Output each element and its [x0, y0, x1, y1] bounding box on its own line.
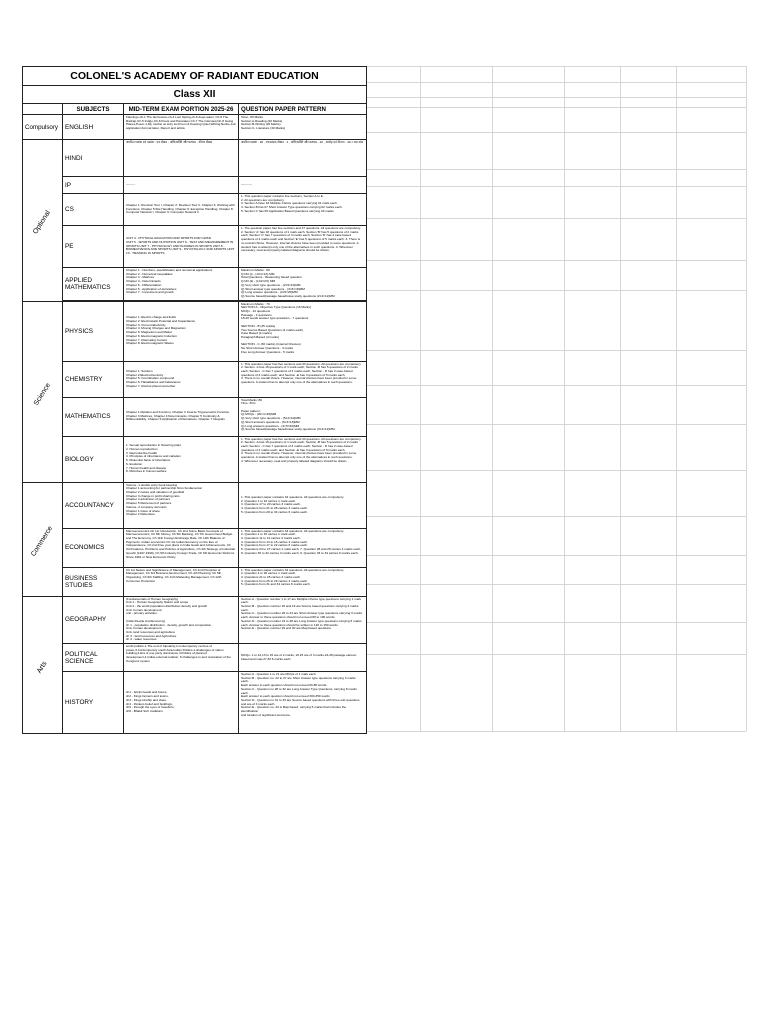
subject-applied-maths: APPLIED MATHEMATICS [63, 268, 124, 301]
pattern-chemistry: 1. This question paper has five sections and 33 questions. All questions are compulsory. 2. Section -A has 16 questions of 1 mark each; Section -B has 5 questions of 2 marks each; Section - C has 7 questions of 3 marks each; Section - D has 2 case-based questions of 4 marks each; and Section -E has 3 questions of 5 marks each. 3. There is no overall choice. However, internal choices have been provided in some questions. A student has to attempt only one of the alternatives in such questions. [239, 361, 367, 397]
pattern-mathematics: Total Marks: 80 Time: 3hrs Paper pattern: Q) MCQs - (20×1=20)MM Q) Very short type questions - (5×2=10)MM Q) Short answers questions - (6×3=18)MM Q) Long answers questions - (4×5=20)MM Q) Source based/passage based/case study questions (3×4=12)MM [239, 397, 367, 436]
class-title: Class XII [23, 86, 367, 104]
subject-pe: PE [63, 226, 124, 268]
subject-hindi: HINDI [63, 140, 124, 177]
table-row [23, 436, 367, 482]
portion-cs: Chapter 1: Revision Tour I, Chapter 2: Revision Tour II, Chapter 3: Working with Functions, Chapter 5:File Handling, Chapter 6: Exception Handling, Chapter 8: Computer Network I, Chapter 9: Computer Network II [124, 194, 239, 226]
subject-economics: ECONOMICS [63, 528, 124, 567]
category-compulsory: Compulsory [23, 115, 63, 140]
table-row [23, 528, 367, 567]
pattern-hindi: अपठित गद्यांश - 18 , रचनात्मक लेखन - 1 , अभिव्यक्ति और माध्यम - 22 , आरोह एवं वितान - 40 = 80 अंक [239, 140, 367, 177]
table-row [23, 397, 367, 436]
table-row [23, 115, 367, 140]
subject-cs: CS [63, 194, 124, 226]
subject-biology: BIOLOGY [63, 436, 124, 482]
category-commerce-label: Commerce [30, 525, 55, 558]
portion-history: ch1 - bricks beads and bones, ch2 - Kings farmers and towns, ch3 - Kings kinship and class, ch4 - thinkers belief and buildings, ch6 - through the eyes of travellers, ch8 - Bhakti Sufi, traditions [124, 672, 239, 734]
header-subjects: SUBJECTS [63, 104, 124, 115]
pattern-political-science: MCQs- 1 to 12,13 to 15 are of 2 marks, 16,23 are of 4 marks,24-28 passage,cartoon based and map,27,30 6 marks each. [239, 644, 367, 672]
portion-business-studies: Ch 1st Nature and Significance of Management, Ch 2nd Principles of Management, Ch 3rd Business Environment, Ch 4th Planning, Ch 5th Organising, Ch 6th Staffing, Ch 11th Marketing Management, Ch 12th Consumer Protection [124, 567, 239, 596]
table-row [23, 596, 367, 643]
header-portion: MID-TERM EXAM PORTION 2025-26 [124, 104, 239, 115]
table-row [23, 482, 367, 528]
pattern-cs: 1. This question paper contains five sections, Section A to E. 2. All questions are compulsory. 3. Section A have 18 Multiple Choice questions carrying 01 mark each. 4. Section B has 07 Short Answer Type questions carrying 02 marks each. 5. Section C has 05 Application Based Questions carrying 03 marks [239, 194, 367, 226]
table-row [23, 301, 367, 361]
pattern-applied-maths: Maximum Marks : 80 Q.NO.(i) - (1X1=1X) MM Total Questions - Reasoning based question Q.NO.(ii) - (1X2=2X) MM Q) Very short type questions - (2×5=10)MM Q) Short answer type questions - (3×6=18)MM Q) Long answer questions - (4×5=20)MM Q) Source based/passage based/case study questions (2×4=12)MM [239, 268, 367, 301]
portion-pe: UNIT 4 - PHYSICAL EDUCATION AND SPORTS FOR CWSN UNIT 5 - SPORTS AND NUTRITION UNIT 6 - TEST AND MEASUREMENT IN SPORTS UNIT 7 - PHYSIOLOGY AND INJURIES IN SPORTS UNIT 8 - BIOMECHANICS AND SPORTS UNIT 9 - PSYCHOLOGY AND SPORTS UNIT 10 - TRAINING IN SPORTS [124, 226, 239, 268]
category-science [23, 301, 63, 482]
pattern-ip: ----------- [239, 177, 367, 194]
table-row [23, 361, 367, 397]
portion-biology: 1. Sexual reproduction in flowering plant 2. Human reproduction 3. Reproductive health 4. Principles of inheritance and variation 5. Molecular basis of inheritance 6. Evolution 7. Human health and disease 8. Microbes in human welfare [124, 436, 239, 482]
school-title: COLONEL'S ACADEMY OF RADIANT EDUCATION [23, 67, 367, 86]
subject-geography: GEOGRAPHY [63, 596, 124, 643]
subject-chemistry: CHEMISTRY [63, 361, 124, 397]
category-optional-label: Optional [32, 209, 53, 236]
header-blank [23, 104, 63, 115]
subject-accountancy: ACCOUNTANCY [63, 482, 124, 528]
category-science-label: Science [32, 381, 53, 407]
subject-business-studies: BUSINESS STUDIES [63, 567, 124, 596]
subject-physics: PHYSICS [63, 301, 124, 361]
syllabus-table [22, 66, 367, 734]
portion-english: Flamingo-ch-1 The last lesson,ch-4 Lost Spring,ch-5 deep water, Ch-6 The Rattrap,Ch-5 Indigo,Ch-6 Poets and Pancakes,Ch-7 The interview,Ch-8 Going Places,Poem-1,My mother at sixty six,Poem-3,Keeping Quiet,Writing:Notice,Job application,Formal letter, Report and article [124, 115, 239, 140]
pattern-physics: Maximum Marks : 70 SECTION A - Objective Type Questions (16 Marks) MCQs - 12 questions Passage - 4 questions 18-20 words answer type questions - 7 questions SECTION - B (35 marks) Two Source Based Questions (4 marks each) Case Based (4 marks) Paragraph Based (4 marks) SECTION - C (30 marks) (Internal Choices) Six Short Answer Questions - 3 marks Five Long Answer Questions - 5 marks [239, 301, 367, 361]
table-row [23, 672, 367, 734]
category-optional [23, 140, 63, 302]
pattern-accountancy: 1. This question paper contains 34 questions. All questions are compulsory. 2. Question 1 to 16 carries 1 mark each. 3. Questions 17 to 20 carries 3 marks each. 4. Questions from 21 to 28 carries 4 marks each. 5. Questions from 29 to 34 carries 6 marks each. [239, 482, 367, 528]
portion-political-science: world politics-1.The end of bipolarity,2.contemporary centres of power,3.Contemporary south Asia,Indian Politics-1.challenges of nation building,2.Era of one party dominance,3.Politics of planned development,4.Indias external relation, 5.challenges to and restoration of the Congress system [124, 644, 239, 672]
pattern-pe: 1. The question paper has five sections and 37 questions. All questions are compulsory. 2. Section 'A' has 18 questions of 1 mark each. Section 'B' has 5 questions of 2 marks each. Section 'C' has 7 questions of 3 marks each. Section 'D' has 2 case based questions of 4 marks each and Section 'E' has 5 questions of 5 marks each. 3. There is no overall choice. However, internal choices have been provided in some questions. A student has to attempt only one of the alternatives in such questions. 4. Wherever necessary, neat and properly labeled diagrams should be drawn. [239, 226, 367, 268]
pattern-geography: Section A - Question number 1 to 17 are Multiple Choice type questions carrying 1 mark each. Section B - Question number 18 and 19 are Source based questions carrying 3 marks each. Section C - Question number 20 to 23 are Short Answer type questions carrying 3 marks each. Answer to these questions should not exceed 80 to 100 words. Section D - Question number 24 to 28 are Long Answer type questions carrying 5 marks each. Answer to these questions should be written in 120 to 150 words. Section E - Question number 29 and 30 are Map based questions [239, 596, 367, 643]
header-row [23, 104, 367, 115]
subject-ip: IP [63, 177, 124, 194]
table-row [23, 644, 367, 672]
subject-english: ENGLISH [63, 115, 124, 140]
table-row [23, 567, 367, 596]
portion-economics: Macroeconomics Ch 1st Introduction, Ch 2nd Some Basic Concepts of Macroeconomics, Ch 5th Money, Ch 6th Banking, Ch 7th Government Budget and The Economy, Ch 11th Foreign Exchange Rate, Ch 12th Balance of Payments. Indian economics Ch 1st Indian Economy on the Eve of Independence, Ch 2nd Five year plans in India Goals and Achievements, Ch 3rd Features, Problems and Policies of Agriculture, Ch 4th Strategy of Industrial Growth (1947-1990), Ch 5th Industry Foreign Trade, Ch 6th Economic Reforms Since 1991 or New Economic Policy [124, 528, 239, 567]
spreadsheet-grid [366, 66, 746, 731]
portion-hindi: अपठित गद्यांश एवं पद्यांश - पत्र लेखन - अभिव्यक्ति और माध्यम - फीचर लेखन [124, 140, 239, 177]
table-row [23, 226, 367, 268]
pattern-english: Total - 80 Marks Section A-Reading (20 Marks) Section B-Writing (20 Marks) Section C- Literature (40 Marks) [239, 115, 367, 140]
table-row [23, 177, 367, 194]
category-arts-label: Arts [36, 660, 49, 675]
portion-ip: --------- [124, 177, 239, 194]
portion-mathematics: Chapter 1 Relation and Function, Chapter 2 Inverse Trigonometric Function, Chapter 3 Matrices, Chapter 4 Determinants, Chapter 5 Continuity & Differentiability, Chapter 6 Application of Derivatives, Chapter 7 Integrals [124, 397, 239, 436]
portion-applied-maths: Chapter 1 - Numbers, quantification and numerical applications Chapter 2 - Numerical inequalities Chapter 3 - Matrices Chapter 4 - Determinants Chapter 5 - Differentiation Chapter 6 - Application of derivatives Chapter 7 - Investment and growth [124, 268, 239, 301]
pattern-history: Section A - Question 1 to 21 are MCQs of 1 mark each. Section B - Question no. 22 to 27 are Short Answer type questions carrying 3 marks each. Each answer to each question should not exceed 60-80 words. Section C - Question no 28 to 32 are Long Answer Type Questions, carrying 8 marks each. Each answer to each question should not exceed 300-350 words Section D - Question no 31 to 33 are Source based questions with three sub questions and are of 4 marks each. Section E - Question no. 34 is Map based, carrying 5 marks that includes the identification and location of significant test items. [239, 672, 367, 734]
header-pattern: QUESTION PAPER PATTERN [239, 104, 367, 115]
pattern-biology: 1. This question paper has five sections and 33 questions. All questions are compulsory. 2. Section -A has 16 questions of 1 mark each; Section -B has 5 questions of 2 marks each; Section - C has 7 questions of 3 marks each; Section - D has 2 case-based questions of 4 marks each; and Section -E has 3 questions of 5 marks each. 3. There is no overall choice. However, internal choices have been provided in some questions. A student has to attempt only one of the alternatives in such questions. 4. Wherever necessary, neat and properly labeled diagrams should be drawn. [239, 436, 367, 482]
subject-political-science: POLITICAL SCIENCE [63, 644, 124, 672]
table-row [23, 194, 367, 226]
category-arts [23, 596, 63, 733]
table-row [23, 140, 367, 177]
portion-geography: (Fundamentals of Human Geography) Unit 1 - Human Geography Nature and scope Unit 2 - the world population distribution density and growth Unit- human development. unit - primary activities. (India People And Economy) ch 1 - population distribution , density, growth and composition , Unit- human development. Unit- land resources and agriculture ch 3 - land resources and Agriculture ch 4 - water resources [124, 596, 239, 643]
pattern-economics: 1. This question paper contains 34 questions. All questions are compulsory. 2. Question 1 to 10 carries 1 mark each. 3. Questions 11 to 12 carries 3 marks each. 4. Questions from 13 to 16 carries 4 marks each. 5. Questions from 17 to 22 carries 6 marks each. 6. Questions 23 to 27 carries 1 mark each, 7. Question 28 and 29 carries 3 marks each, 8. Question 30 to 32 carries 4 marks each, 9. Question 33 to 34 carries 6 marks each. [239, 528, 367, 567]
portion-accountancy: Volume -1 double entry book keeping Chapter 1 accounting for partnership firms fundamental Chapter 2 nature and valuation of goodwill Chapter 3 change in profit sharing ratio Chapter 4 admission of partners Chapter 5 Retirement of partners Volume -2 company accounts Chapter 1 Issue of share Chapter 2 Debenture [124, 482, 239, 528]
portion-chemistry: Chapter 1: Solution Chapter 2:Electrochemistry Chapter 5: Coordination compound Chapter 6: Haloalkanes and haloarenes Chapter 7: Alcohol phenol and ether [124, 361, 239, 397]
pattern-business-studies: 1. This question paper contains 34 questions. All questions are compulsory. 2. Question 1 to 20 carries 1 mark each. 3. Questions 21 to 25 carries 3 marks each. 4. Questions from 26 to 29 carries 4 marks each. 5. Questions from 31 and 34 carries 6 marks each. [239, 567, 367, 596]
table-row [23, 268, 367, 301]
subject-mathematics: MATHEMATICS [63, 397, 124, 436]
subject-history: HISTORY [63, 672, 124, 734]
category-commerce [23, 482, 63, 596]
portion-physics: Chapter 1: Electric charge and fields Chapter 2: Electrostatic Potential and Capacitance Chapter 3: Current Electricity Chapter 4: Moving Charges and Magnetism Chapter 5: Magnetism and Matter Chapter 6: Electromagnetic Induction Chapter 7: Alternating Current Chapter 8: Electromagnetic Waves [124, 301, 239, 361]
